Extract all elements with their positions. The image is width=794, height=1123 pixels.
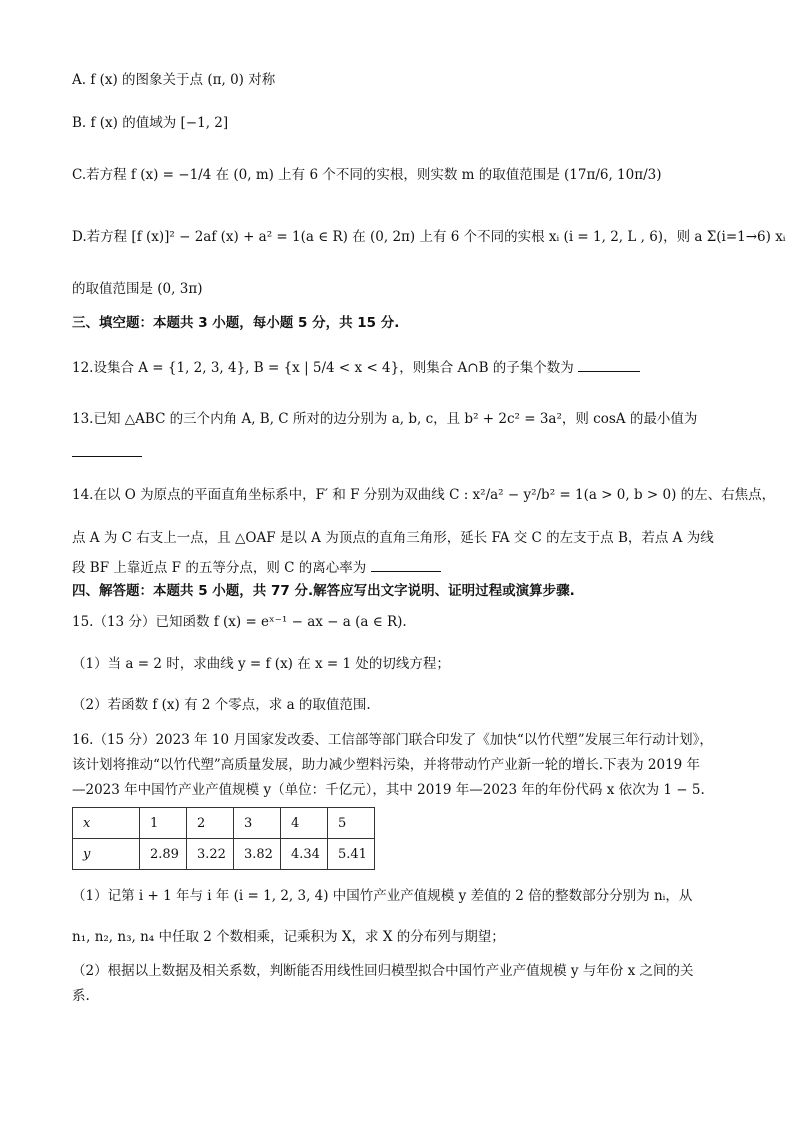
table-cell: 5 (328, 808, 375, 839)
table-cell: 3 (234, 808, 281, 839)
table-header-y: y (73, 839, 140, 870)
table-cell: 3.82 (234, 839, 281, 870)
question-16-line3: —2023 年中国竹产业产值规模 y（单位：千亿元），其中 2019 年—2023 年的年份代码 x 依次为 1 − 5. (72, 782, 705, 798)
option-b: B. f (x) 的值域为 [−1, 2] (72, 115, 229, 131)
table-row-y (73, 839, 375, 870)
question-15-part1: （1）当 a = 2 时，求曲线 y = f (x) 在 x = 1 处的切线方程； (72, 656, 450, 672)
industry-output-table (72, 807, 375, 870)
table-cell: 4.34 (281, 839, 328, 870)
question-12-text: 12.设集合 A = {1, 2, 3, 4}, B = {x | 5/4 < x < 4}，则集合 A∩B 的子集个数为 (72, 360, 574, 376)
question-16-line2: 该计划将推动“以竹代塑”高质量发展，助力减少塑料污染，并将带动竹产业新一轮的增长.下表为 2019 年 (72, 757, 701, 773)
table-header-x: x (73, 808, 140, 839)
question-15-part2: （2）若函数 f (x) 有 2 个零点，求 a 的取值范围. (72, 697, 371, 713)
question-12 (72, 357, 734, 378)
table-cell: 3.22 (187, 839, 234, 870)
table-cell: 1 (140, 808, 187, 839)
question-14-line1: 14.在以 O 为原点的平面直角坐标系中，F′ 和 F 分别为双曲线 C : x²/a² − y²/b² = 1(a > 0, b > 0) 的左、右焦点， (72, 487, 776, 503)
question-16-part2-line1: （2）根据以上数据及相关系数，判断能否用线性回归模型拟合中国竹产业产值规模 y 与年份 x 之间的关 (72, 963, 694, 979)
question-13-line1: 13.已知 △ABC 的三个内角 A, B, C 所对的边分别为 a, b, c，且 b² + 2c² = 3a²，则 cosA 的最小值为 (72, 411, 698, 427)
question-16-part2-line2: 系. (72, 988, 90, 1004)
option-a: A. f (x) 的图象关于点 (π, 0) 对称 (72, 72, 276, 88)
question-15: 15.（13 分）已知函数 f (x) = eˣ⁻¹ − ax − a (a ∈ R). (72, 614, 407, 630)
question-14-text: 段 BF 上靠近点 F 的五等分点，则 C 的离心率为 (72, 560, 367, 576)
table-cell: 2 (187, 808, 234, 839)
option-c: C.若方程 f (x) = −1/4 在 (0, m) 上有 6 个不同的实根，则实数 m 的取值范围是 (17π/6, 10π/3) (72, 167, 662, 183)
answer-blank-14 (371, 557, 441, 572)
question-16-part1-line1: （1）记第 i + 1 年与 i 年 (i = 1, 2, 3, 4) 中国竹产业产值规模 y 差值的 2 倍的整数部分分别为 nᵢ，从 (72, 888, 693, 904)
answer-blank-13 (72, 442, 142, 457)
answer-blank-12 (578, 357, 640, 372)
section3-heading: 三、填空题：本题共 3 小题，每小题 5 分，共 15 分. (72, 315, 400, 331)
option-d-line1: D.若方程 [f (x)]² − 2af (x) + a² = 1(a ∈ R) 在 (0, 2π) 上有 6 个不同的实根 xᵢ (i = 1, 2, L , 6)，则 a Σ(i=1→6) xᵢ (72, 229, 786, 245)
question-16-line1: 16.（15 分）2023 年 10 月国家发改委、工信部等部门联合印发了《加快“以竹代塑”发展三年行动计划》， (72, 732, 713, 748)
section4-heading: 四、解答题：本题共 5 小题，共 77 分.解答应写出文字说明、证明过程或演算步骤. (72, 583, 575, 599)
table-row-x (73, 808, 375, 839)
option-d-line2: 的取值范围是 (0, 3π) (72, 281, 203, 297)
table-cell: 4 (281, 808, 328, 839)
question-14-line3 (72, 557, 734, 578)
question-16-part1-line2: n₁, n₂, n₃, n₄ 中任取 2 个数相乘，记乘积为 X，求 X 的分布列与期望； (72, 929, 505, 945)
table-cell: 2.89 (140, 839, 187, 870)
table-cell: 5.41 (328, 839, 375, 870)
question-14-line2: 点 A 为 C 右支上一点，且 △OAF 是以 A 为顶点的直角三角形，延长 FA 交 C 的左支于点 B，若点 A 为线 (72, 530, 714, 546)
question-13-line2 (72, 442, 734, 463)
